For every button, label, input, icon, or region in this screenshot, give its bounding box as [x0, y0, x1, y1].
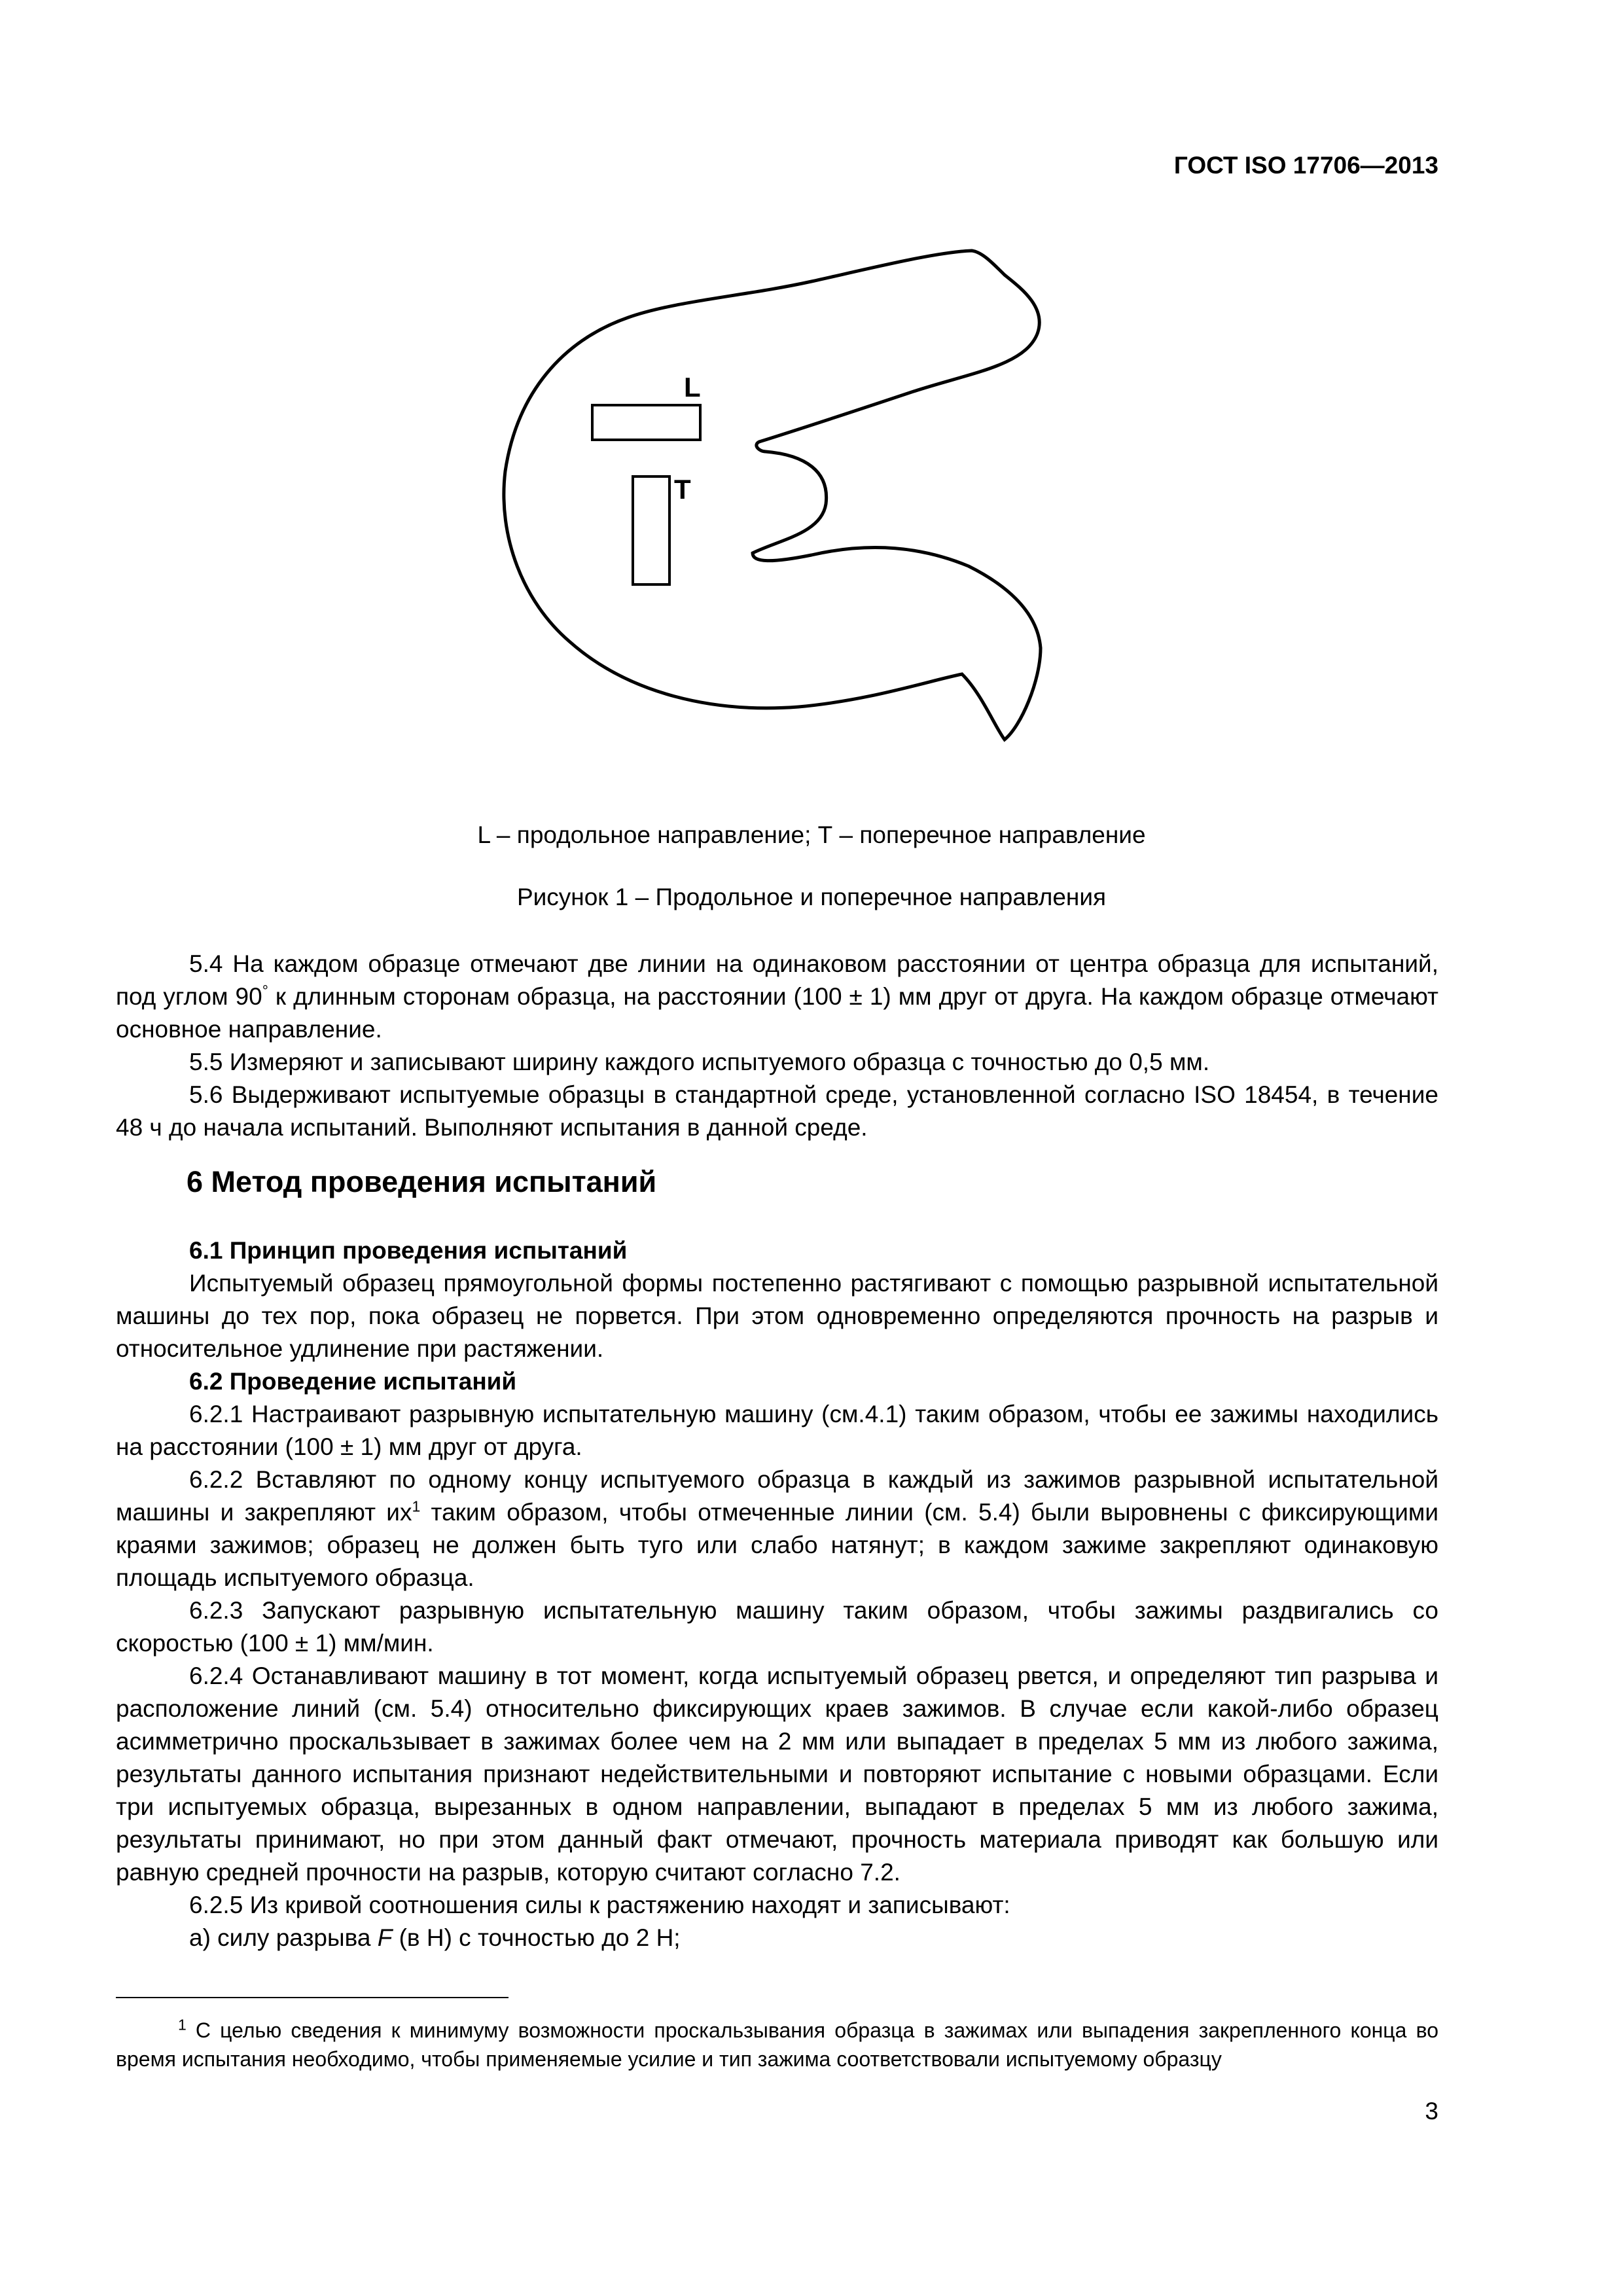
- item-a-part-1: а) силу разрыва: [189, 1924, 378, 1951]
- section-5-text: [116, 948, 1438, 1144]
- p54-part-b: к длинным сторонам образца, на расстоянии (100 ± 1) мм друг от друга. На каждом образце отмечают основное направление.: [116, 983, 1438, 1043]
- footnote-body: С целью сведения к минимуму возможности проскальзывания образца в зажимах или выпадения закрепленного конца во время испытания необходимо, чтобы применяемые усилие и тип зажима соответствовали испытуемому образцу: [116, 2018, 1438, 2071]
- paragraph-5-4: [116, 948, 1438, 1046]
- specimen-L-rectangle: [592, 405, 700, 440]
- page-number: 3: [1425, 2098, 1438, 2125]
- specimen-figure: [497, 242, 1060, 766]
- paragraph-6-2-5: 6.2.5 Из кривой соотношения силы к растяжению находят и записывают:: [189, 1892, 1010, 1918]
- item-a-part-2: (в Н) с точностью до 2 Н;: [392, 1924, 681, 1951]
- subheading-6-2: 6.2 Проведение испытаний: [189, 1368, 517, 1395]
- list-item-a: [116, 1922, 1438, 1954]
- paragraph-5-5: 5.5 Измеряют и записывают ширину каждого испытуемого образца с точностью до 0,5 мм.: [189, 1049, 1210, 1075]
- figure-caption: Рисунок 1 – Продольное и поперечное направления: [516, 884, 1107, 910]
- subheading-6-1: 6.1 Принцип проведения испытаний: [189, 1237, 628, 1264]
- footnote: [116, 2016, 1438, 2073]
- footnote-separator: [116, 1997, 508, 1998]
- degree-mark: °: [262, 982, 268, 999]
- footnote-mark: 1: [178, 2016, 187, 2034]
- label-L: L: [684, 372, 701, 403]
- document-header: ГОСТ ISO 17706—2013: [1173, 152, 1438, 179]
- footnote-text: [116, 2016, 1438, 2073]
- paragraph-6-2-1: 6.2.1 Настраивают разрывную испытательную машину (см.4.1) таким образом, чтобы ее зажимы находились на расстоянии (100 ± 1) мм друг от друга.: [116, 1401, 1438, 1460]
- p54-part-a: 5.4 На каждом образце отмечают две линии на одинаковом расстоянии от центра образца для испытаний, под углом 90: [116, 950, 1438, 1010]
- specimen-T-rectangle: [633, 476, 669, 584]
- specimen-outline: [504, 251, 1041, 740]
- section-6-text: [116, 1234, 1438, 1954]
- p622-part-b: таким образом, чтобы отмеченные линии (см. 5.4) были выровнены с фиксирующими краями зажимов; образец не должен быть туго или слабо натянут; в каждом зажиме закрепляют одинаковую площадь испытуемого образца.: [116, 1499, 1438, 1591]
- footnote-ref: 1: [412, 1498, 421, 1515]
- paragraph-6-1: Испытуемый образец прямоугольной формы постепенно растягивают с помощью разрывной испытательной машины до тех пор, пока образец не порвется. При этом одновременно определяются прочность на разрыв и относительное удлинение при растяжении.: [116, 1270, 1438, 1362]
- figure-legend: L – продольное направление; Т – поперечное направление: [477, 821, 1146, 848]
- paragraph-6-2-3: 6.2.3 Запускают разрывную испытательную машину таким образом, чтобы зажимы раздвигались со скоростью (100 ± 1) мм/мин.: [116, 1597, 1438, 1657]
- paragraph-5-6: 5.6 Выдерживают испытуемые образцы в стандартной среде, установленной согласно ISO 18454, в течение 48 ч до начала испытаний. Выполняют испытания в данной среде.: [116, 1081, 1438, 1141]
- section-6-heading: 6 Метод проведения испытаний: [187, 1165, 657, 1198]
- paragraph-6-2-4: 6.2.4 Останавливают машину в тот момент, когда испытуемый образец рвется, и определяют тип разрыва и расположение линий (см. 5.4) относительно фиксирующих краев зажимов. В случае если какой-либо образец асимметрично проскальзывает в зажимах более чем на 2 мм или выпадает в пределах 5 мм из любого зажима, результаты данного испытания признают недействительными и повторяют испытание с новыми образцами. Если три испытуемых образца, вырезанных в одном направлении, выпадают в пределах 5 мм из любого зажима, результаты принимают, но при этом данный факт отмечают, прочность материала приводят как большую или равную средней прочности на разрыв, которую считают согласно 7.2.: [116, 1662, 1438, 1886]
- paragraph-6-2-2: [116, 1463, 1438, 1594]
- p622-part-a: 6.2.2 Вставляют по одному концу испытуемого образца в каждый из зажимов разрывной испытательной машины и закрепляют их: [116, 1466, 1438, 1526]
- item-a-symbol: F: [377, 1924, 393, 1951]
- label-T: T: [674, 474, 691, 505]
